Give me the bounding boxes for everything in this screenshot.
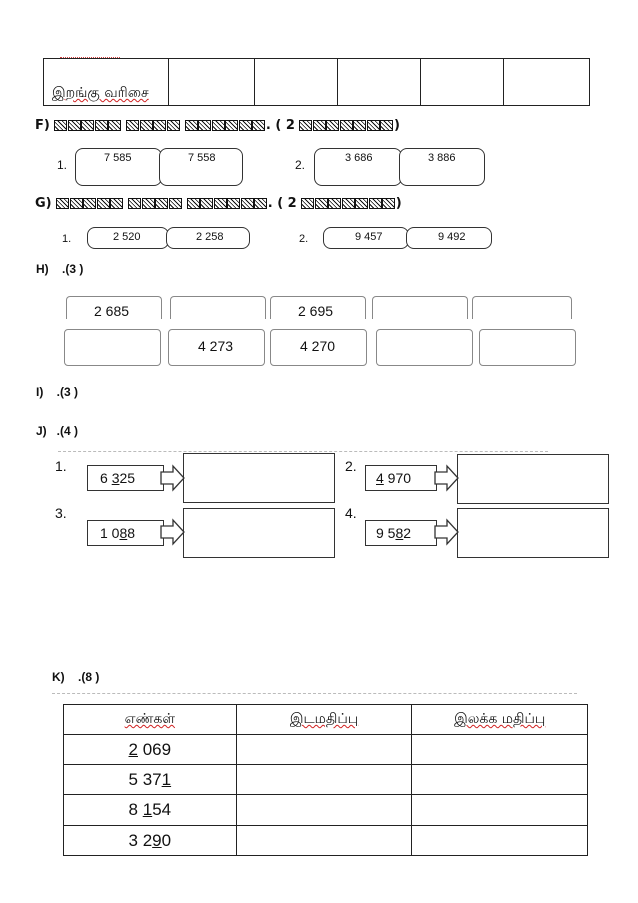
cropped-top-edge <box>58 451 548 452</box>
table-header-digit-value: இலக்க மதிப்பு <box>412 705 588 735</box>
f-item2-box-b[interactable] <box>399 148 485 186</box>
section-f-heading: F) . ( 2 ) <box>35 118 400 133</box>
section-f-letter: F) <box>35 118 50 133</box>
table-header-numbers: எண்கள் <box>64 705 237 735</box>
f-item1-number: 1. <box>57 158 68 172</box>
place-value-table <box>63 704 588 856</box>
g-item2-value-a: 9 457 <box>355 231 383 243</box>
table-row <box>64 765 588 795</box>
h-row2-value-2: 4 273 <box>198 338 234 354</box>
j-item1-value: 6 325 <box>100 470 136 486</box>
g-item2-box-b[interactable] <box>406 227 492 249</box>
cropped-top-edge <box>52 693 577 694</box>
digit-value-answer-cell[interactable] <box>412 826 588 856</box>
digit-value-answer-cell[interactable] <box>412 765 588 795</box>
j-item2-number-box <box>365 465 437 491</box>
h-row2-box-5[interactable] <box>479 329 576 366</box>
descending-order-row <box>43 58 590 106</box>
h-row1-box-5[interactable] <box>472 296 572 319</box>
table-row <box>64 795 588 826</box>
table-header-place-value: இடமதிப்பு <box>236 705 412 735</box>
j-item3-answer-box[interactable] <box>183 508 335 558</box>
garbled-text <box>185 118 266 133</box>
j-item1-number-box <box>87 465 164 491</box>
j-item4-number: 4. <box>345 505 357 521</box>
h-row1-value-1: 2 685 <box>94 303 130 319</box>
g-item1-value-a: 2 520 <box>113 231 141 243</box>
f-item2-box-a[interactable] <box>314 148 402 186</box>
j-item2-answer-box[interactable] <box>457 454 609 504</box>
h-row1-box-1[interactable] <box>66 296 162 319</box>
garbled-text <box>299 118 394 133</box>
place-value-answer-cell[interactable] <box>236 826 412 856</box>
h-row2-box-4[interactable] <box>376 329 473 366</box>
h-row1-box-2[interactable] <box>170 296 266 319</box>
g-item1-value-b: 2 258 <box>196 231 224 243</box>
f-item1-value-b: 7 558 <box>188 152 216 164</box>
place-value-answer-cell[interactable] <box>236 765 412 795</box>
table-row <box>64 826 588 856</box>
f-item1-box-b[interactable] <box>159 148 243 186</box>
section-k-heading: K) .(8 ) <box>52 670 100 684</box>
f-item2-value-a: 3 686 <box>345 152 373 164</box>
garbled-text <box>301 196 396 211</box>
j-item1-answer-box[interactable] <box>183 453 335 503</box>
j-item4-value: 9 582 <box>376 525 412 541</box>
j-item4-number-box <box>365 520 437 546</box>
section-g-heading: G) . ( 2 ) <box>35 196 402 211</box>
table-row <box>64 735 588 765</box>
j-item3-number-box <box>87 520 164 546</box>
h-row1-value-3: 2 695 <box>298 303 334 319</box>
digit-value-answer-cell[interactable] <box>412 735 588 765</box>
g-item1-number: 1. <box>62 233 72 245</box>
section-g-letter: G) <box>35 196 52 211</box>
number-cell: 2 069 <box>64 735 237 765</box>
g-item2-box-a[interactable] <box>323 227 409 249</box>
descending-order-label: இறங்கு வரிசை <box>52 85 149 101</box>
h-row1-box-3[interactable] <box>270 296 366 319</box>
garbled-text <box>56 196 124 211</box>
garbled-text <box>187 196 268 211</box>
cropped-marker <box>60 57 120 58</box>
place-value-answer-cell[interactable] <box>236 735 412 765</box>
digit-value-answer-cell[interactable] <box>412 795 588 826</box>
garbled-text <box>54 118 122 133</box>
section-h-heading: H) .(3 ) <box>36 262 84 276</box>
g-item2-value-b: 9 492 <box>438 231 466 243</box>
h-row2-box-3[interactable] <box>270 329 367 366</box>
garbled-text <box>128 196 182 211</box>
section-j-heading: J) .(4 ) <box>36 424 79 438</box>
g-item1-box-b[interactable] <box>166 227 250 249</box>
number-cell: 8 154 <box>64 795 237 826</box>
f-item1-value-a: 7 585 <box>104 152 132 164</box>
f-item1-box-a[interactable] <box>75 148 162 186</box>
h-row1-box-4[interactable] <box>372 296 468 319</box>
f-item2-value-b: 3 886 <box>428 152 456 164</box>
j-item3-number: 3. <box>55 505 67 521</box>
f-item2-number: 2. <box>295 158 306 172</box>
place-value-answer-cell[interactable] <box>236 795 412 826</box>
j-item2-number: 2. <box>345 458 357 474</box>
number-cell: 3 290 <box>64 826 237 856</box>
section-g-marks: ( 2 <box>277 196 297 211</box>
h-row2-value-3: 4 270 <box>300 338 336 354</box>
g-item2-number: 2. <box>299 233 309 245</box>
section-i-heading: I) .(3 ) <box>36 385 78 399</box>
section-f-marks: ( 2 <box>275 118 295 133</box>
garbled-text <box>126 118 180 133</box>
j-item2-value: 4 970 <box>376 470 412 486</box>
number-cell: 5 371 <box>64 765 237 795</box>
j-item3-value: 1 088 <box>100 525 136 541</box>
j-item1-number: 1. <box>55 458 67 474</box>
h-row2-box-2[interactable] <box>168 329 265 366</box>
g-item1-box-a[interactable] <box>87 227 169 249</box>
j-item4-answer-box[interactable] <box>457 508 609 558</box>
h-row2-box-1[interactable] <box>64 329 161 366</box>
